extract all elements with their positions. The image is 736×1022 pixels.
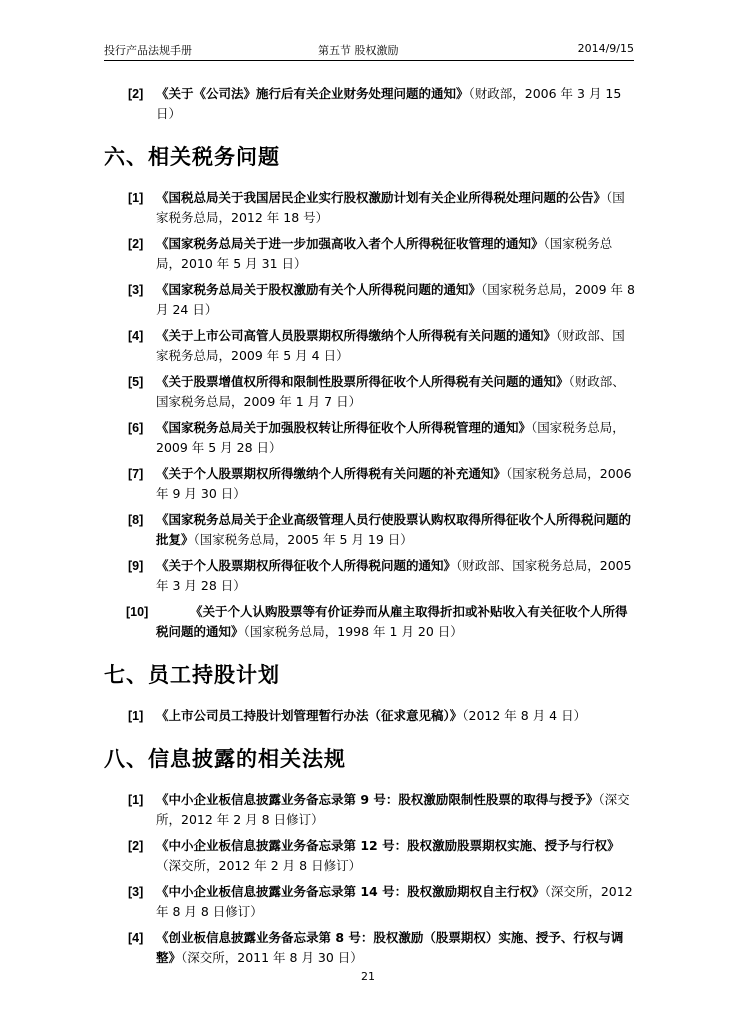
reference-title: 《中小企业板信息披露业务备忘录第 12 号：股权激励股票期权实施、授予与行权》	[156, 838, 620, 853]
reference-title: 《关于上市公司高管人员股票期权所得缴纳个人所得税有关问题的通知》	[156, 328, 557, 343]
reference-number: [6]	[128, 421, 144, 435]
reference-info: （财政部，2006 年 3 月 15 日）	[156, 86, 622, 121]
page-header	[104, 36, 634, 61]
reference-item	[104, 928, 636, 968]
reference-number: [7]	[128, 467, 144, 481]
reference-item	[104, 510, 636, 550]
reference-item	[104, 836, 636, 876]
reference-item	[104, 464, 636, 504]
reference-title: 《关于股票增值权所得和限制性股票所得征收个人所得税有关问题的通知》	[156, 374, 569, 389]
reference-item	[104, 418, 636, 458]
reference-title: 《国税总局关于我国居民企业实行股权激励计划有关企业所得税处理问题的公告》	[156, 190, 607, 205]
reference-item	[104, 790, 636, 830]
reference-number: [8]	[128, 513, 144, 527]
section-heading: 六、相关税务问题	[104, 145, 280, 169]
reference-number: [1]	[128, 191, 144, 205]
reference-info: （财政部、国家税务总局，2009 年 5 月 4 日）	[156, 328, 625, 363]
reference-number: [1]	[128, 709, 144, 723]
reference-info: （国家税务总局，2010 年 5 月 31 日）	[156, 236, 613, 271]
reference-item	[104, 234, 636, 274]
reference-title: 《国家税务总局关于进一步加强高收入者个人所得税征收管理的通知》	[156, 236, 544, 251]
page-number: 21	[361, 970, 375, 983]
reference-info: （国家税务总局，2012 年 18 号）	[156, 190, 625, 225]
header-date: 2014/9/15	[577, 42, 634, 55]
reference-info: （国家税务总局，2005 年 5 月 19 日）	[193, 532, 413, 547]
reference-title: 《国家税务总局关于股权激励有关个人所得税问题的通知》	[156, 282, 482, 297]
reference-title: 《关于个人认购股票等有价证券而从雇主取得折扣或补贴收入有关征收个人所得税问题的通知》	[156, 604, 628, 639]
reference-number: [2]	[128, 237, 144, 251]
reference-number: [1]	[128, 793, 144, 807]
section-heading: 七、员工持股计划	[104, 663, 280, 687]
reference-title: 《中小企业板信息披露业务备忘录第 9 号：股权激励限制性股票的取得与授予》	[156, 792, 599, 807]
reference-number: [2]	[128, 87, 144, 101]
reference-item	[104, 372, 636, 412]
document-body	[104, 84, 636, 974]
reference-info: （国家税务总局，2006 年 9 月 30 日）	[156, 466, 632, 501]
reference-item	[104, 188, 636, 228]
reference-item	[104, 280, 636, 320]
reference-number: [3]	[128, 885, 144, 899]
reference-title: 《关于个人股票期权所得征收个人所得税问题的通知》	[156, 558, 457, 573]
reference-item	[104, 326, 636, 366]
section-heading: 八、信息披露的相关法规	[104, 747, 346, 771]
reference-title: 《中小企业板信息披露业务备忘录第 14 号：股权激励期权自主行权》	[156, 884, 545, 899]
reference-info: （深交所，2012 年 2 月 8 日修订）	[156, 858, 362, 873]
reference-item	[104, 602, 636, 642]
reference-title: 《关于个人股票期权所得缴纳个人所得税有关问题的补充通知》	[156, 466, 507, 481]
reference-number: [10]	[126, 605, 149, 619]
reference-info: （国家税务总局，1998 年 1 月 20 日）	[243, 624, 463, 639]
reference-number: [3]	[128, 283, 144, 297]
reference-number: [4]	[128, 329, 144, 343]
reference-info: （财政部、国家税务总局，2005 年 3 月 28 日）	[156, 558, 632, 593]
reference-item	[104, 882, 636, 922]
reference-info: （深交所，2012 年 8 月 8 日修订）	[156, 884, 633, 919]
reference-info: （2012 年 8 月 4 日）	[462, 708, 587, 723]
reference-info: （深交所，2012 年 2 月 8 日修订）	[156, 792, 630, 827]
reference-item	[104, 706, 636, 726]
reference-item	[104, 556, 636, 596]
reference-info: （国家税务总局，2009 年 5 月 28 日）	[156, 420, 625, 455]
reference-item	[104, 84, 636, 124]
reference-info: （国家税务总局，2009 年 8 月 24 日）	[156, 282, 635, 317]
reference-number: [5]	[128, 375, 144, 389]
reference-number: [2]	[128, 839, 144, 853]
reference-number: [9]	[128, 559, 144, 573]
reference-title: 《上市公司员工持股计划管理暂行办法（征求意见稿）》	[156, 708, 463, 723]
reference-info: （深交所，2011 年 8 月 30 日）	[181, 950, 363, 965]
reference-title: 《创业板信息披露业务备忘录第 8 号：股权激励（股票期权）实施、授予、行权与调整》	[156, 930, 624, 965]
header-doc-title: 投行产品法规手册	[104, 44, 192, 57]
reference-title: 《国家税务总局关于加强股权转让所得征收个人所得税管理的通知》	[156, 420, 532, 435]
reference-title: 《关于《公司法》施行后有关企业财务处理问题的通知》	[156, 86, 469, 101]
reference-title: 《国家税务总局关于企业高级管理人员行使股票认购权取得所得征收个人所得税问题的批复》	[156, 512, 632, 547]
reference-info: （财政部、国家税务总局，2009 年 1 月 7 日）	[156, 374, 625, 409]
reference-number: [4]	[128, 931, 144, 945]
header-section: 第五节 股权激励	[318, 44, 399, 57]
